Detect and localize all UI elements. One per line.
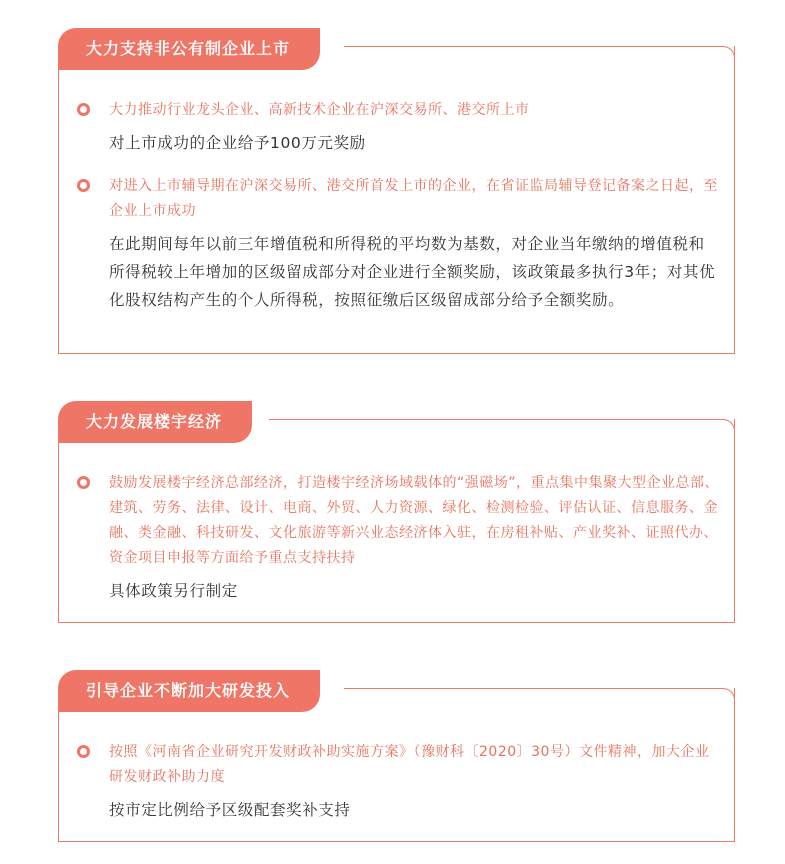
item-body: 按市定比例给予区级配套奖补支持 <box>109 801 351 819</box>
section-title: 大力发展楼宇经济 <box>58 401 252 443</box>
item-body: 具体政策另行制定 <box>109 582 238 600</box>
item-heading: 鼓励发展楼宇经济总部经济，打造楼宇经济场域载体的“强磁场”，重点集中集聚大型企业总部、建筑、劳务、法律、设计、电商、外贸、人力资源、绿化、检测检验、评估认证、信息服务、金融、类金融、科技研发、文化旅游等新兴业态经济体入驻，在房租补贴、产业奖补、证照代办、资金项目申报等方面给予重点支持扶持 <box>109 475 720 566</box>
section-title: 引导企业不断加大研发投入 <box>58 670 320 712</box>
list-item <box>77 174 720 314</box>
list-item <box>77 98 720 157</box>
bullet-ring-icon <box>77 476 90 489</box>
item-heading: 对进入上市辅导期在沪深交易所、港交所首发上市的企业，在省证监局辅导登记备案之日起，至企业上市成功 <box>109 178 718 219</box>
section-listing-support <box>58 39 735 354</box>
item-heading: 大力推动行业龙头企业、高新技术企业在沪深交易所、港交所上市 <box>109 102 530 118</box>
bullet-ring-icon <box>77 745 90 758</box>
section-title: 大力支持非公有制企业上市 <box>58 28 320 70</box>
section-building-economy <box>58 412 735 623</box>
list-item <box>77 740 720 824</box>
item-heading: 按照《河南省企业研究开发财政补助实施方案》（豫财科〔2020〕30号）文件精神，加大企业研发财政补助力度 <box>109 744 710 785</box>
bullet-ring-icon <box>77 179 90 192</box>
section-rd-investment <box>58 681 735 842</box>
item-body: 对上市成功的企业给予100万元奖励 <box>109 134 366 152</box>
item-body: 在此期间每年以前三年增值税和所得税的平均数为基数，对企业当年缴纳的增值税和所得税较上年增加的区级留成部分对企业进行全额奖励，该政策最多执行3年；对其优化股权结构产生的个人所得税，按照征缴后区级留成部分给予全额奖励。 <box>109 235 716 309</box>
list-item <box>77 471 720 605</box>
bullet-ring-icon <box>77 103 90 116</box>
